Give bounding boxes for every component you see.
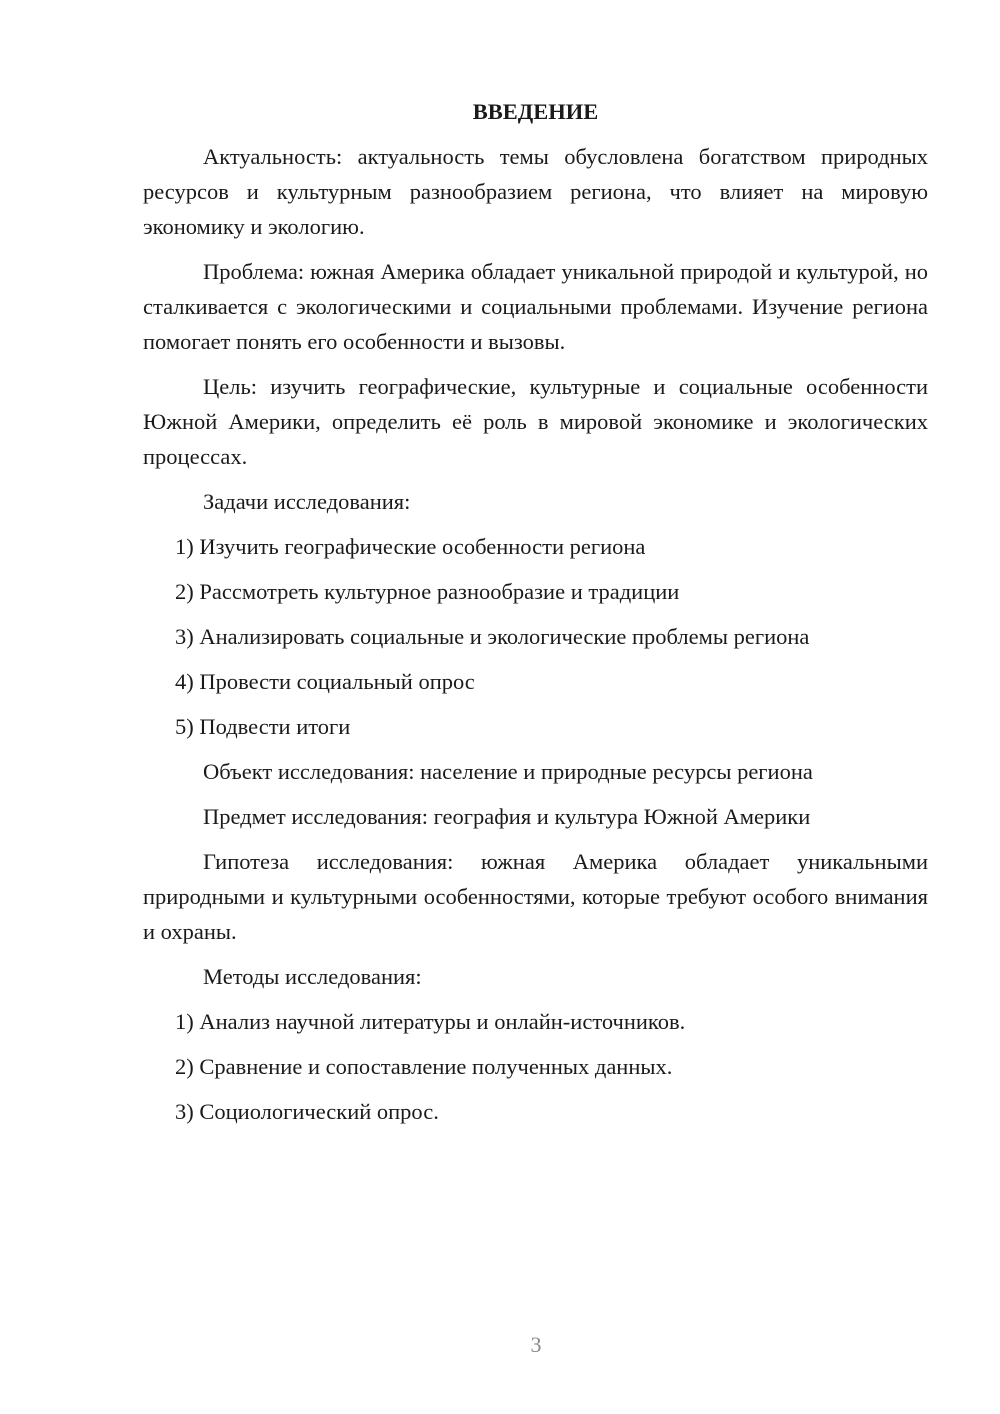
research-object: Объект исследования: население и природные ресурсы региона	[203, 759, 813, 784]
method-item: 1) Анализ научной литературы и онлайн-источников.	[175, 1009, 686, 1034]
page-number: 3	[530, 1332, 542, 1357]
page-content	[143, 94, 928, 1139]
task-item: 1) Изучить географические особенности региона	[175, 534, 646, 559]
section-title: ВВЕДЕНИЕ	[472, 99, 599, 124]
tasks-heading: Задачи исследования:	[203, 489, 411, 514]
task-item: 5) Подвести итоги	[175, 714, 351, 739]
task-item: 3) Анализировать социальные и экологические проблемы региона	[175, 624, 810, 649]
method-item: 2) Сравнение и сопоставление полученных данных.	[175, 1054, 673, 1079]
problem-paragraph: Проблема: южная Америка обладает уникальной природой и культурой, но сталкивается с экологическими и социальными проблемами. Изучение региона помогает понять его особенности и вызовы.	[143, 259, 928, 354]
methods-heading: Методы исследования:	[203, 964, 422, 989]
goal-paragraph: Цель: изучить географические, культурные и социальные особенности Южной Америки, определить её роль в мировой экономике и экологических процессах.	[143, 374, 928, 469]
hypothesis-paragraph: Гипотеза исследования: южная Америка обладает уникальными природными и культурными особенностями, которые требуют особого внимания и охраны.	[143, 849, 928, 944]
research-subject: Предмет исследования: география и культура Южной Америки	[203, 804, 811, 829]
task-item: 4) Провести социальный опрос	[175, 669, 475, 694]
task-item: 2) Рассмотреть культурное разнообразие и традиции	[175, 579, 680, 604]
method-item: 3) Социологический опрос.	[175, 1099, 439, 1124]
relevance-paragraph: Актуальность: актуальность темы обусловлена богатством природных ресурсов и культурным разнообразием региона, что влияет на мировую экономику и экологию.	[143, 144, 928, 239]
